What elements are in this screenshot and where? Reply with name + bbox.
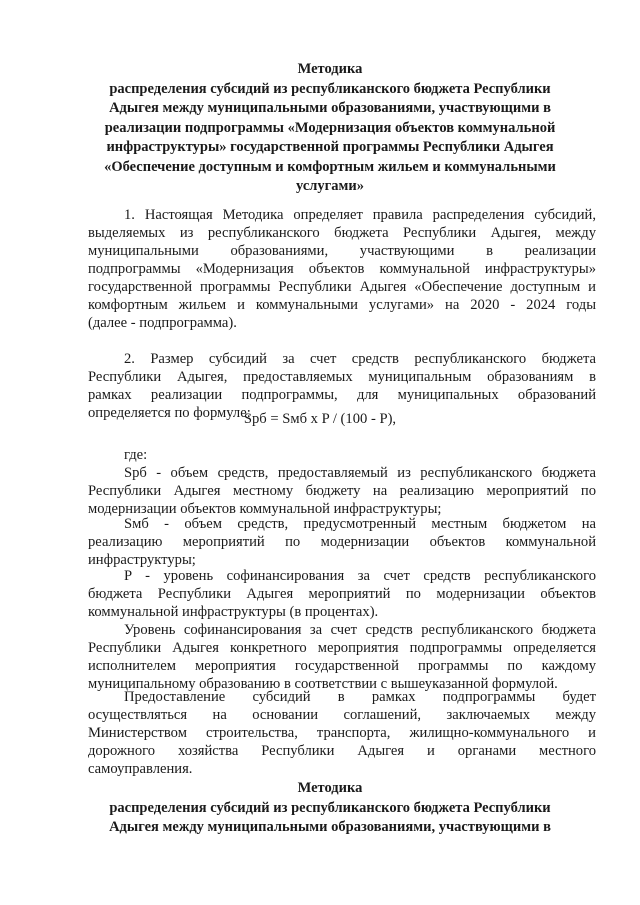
formula: Spб = Sмб x P / (100 - P), — [243, 411, 397, 427]
paragraph-line: Республики Адыгея местному бюджету на реализацию мероприятий по — [88, 483, 596, 499]
paragraph-line: где: — [124, 447, 148, 463]
paragraph-line: муниципальными образованиями, участвующими в реализации — [88, 243, 596, 259]
paragraph-line: комфортным жильем и коммунальными услугами» на 2020 - 2024 годы — [88, 297, 596, 313]
document-title — [80, 60, 580, 197]
paragraph-line: реализацию мероприятий по модернизации объектов коммунальной — [88, 534, 596, 550]
title-line: Адыгея между муниципальными образованиями, участвующими в — [109, 100, 551, 116]
paragraph-line: дорожного хозяйства Республики Адыгея и органами местного — [88, 743, 596, 759]
paragraph-line: Предоставление субсидий в рамках подпрограммы будет — [124, 689, 596, 705]
paragraph-line: Республики Адыгея, предоставляемых муниципальным образованиям в — [88, 369, 596, 385]
paragraph-line: осуществляться на основании соглашений, заключаемых между — [88, 707, 596, 723]
paragraph-line: (далее - подпрограмма). — [88, 315, 237, 331]
definition-p — [88, 567, 596, 621]
paragraph-1 — [88, 206, 596, 332]
paragraph-4 — [88, 688, 596, 778]
definition-spb — [88, 464, 596, 518]
paragraph-line: Уровень софинансирования за счет средств республиканского бюджета — [124, 622, 596, 638]
title-heading: Методика — [297, 61, 363, 77]
paragraph-line: Sмб - объем средств, предусмотренный местным бюджетом на — [124, 516, 596, 532]
paragraph-line: выделяемых из республиканского бюджета Республики Адыгея, между — [88, 225, 596, 241]
title-line: «Обеспечение доступным и комфортным жильем и коммунальными — [104, 158, 556, 175]
paragraph-line: определяется по формуле: — [88, 405, 251, 421]
paragraph-line: модернизации объектов коммунальной инфраструктуры; — [88, 501, 442, 517]
title-line: распределения субсидий из республиканского бюджета Республики — [109, 799, 551, 816]
title-line: услугами» — [296, 178, 364, 194]
definition-smb — [88, 515, 596, 569]
paragraph-line: P - уровень софинансирования за счет средств республиканского — [124, 568, 596, 584]
paragraph-line: муниципальному образованию в соответствии с вышеуказанной формулой. — [88, 676, 558, 692]
paragraph-line: государственной программы Республики Адыгея «Обеспечение доступным и — [88, 279, 596, 295]
paragraph-line: Spб - объем средств, предоставляемый из республиканского бюджета — [124, 465, 596, 481]
title-line: распределения субсидий из республиканского бюджета Республики — [109, 80, 551, 97]
paragraph-line: самоуправления. — [88, 761, 193, 777]
paragraph-line: коммунальной инфраструктуры (в процентах). — [88, 604, 379, 620]
paragraph-line: бюджета Республики Адыгея мероприятий по модернизации объектов — [88, 586, 596, 602]
paragraph-line: рамках реализации подпрограммы, для муниципальных образований — [88, 387, 596, 403]
paragraph-line: исполнителем мероприятия государственной программы по каждому — [88, 658, 596, 674]
where-label — [88, 446, 596, 464]
title-line: реализации подпрограммы «Модернизация объектов коммунальной — [104, 119, 556, 136]
title-line: инфраструктуры» государственной программы Республики Адыгея — [106, 139, 554, 155]
document-title-2 — [80, 779, 580, 838]
paragraph-line: Республики Адыгея конкретного мероприятия подпрограммы определяется — [88, 640, 596, 656]
paragraph-line: 1. Настоящая Методика определяет правила распределения субсидий, — [124, 207, 596, 223]
paragraph-line: Министерством строительства, транспорта, жилищно-коммунального и — [88, 725, 596, 741]
paragraph-line: инфраструктуры; — [88, 552, 196, 568]
title-heading: Методика — [297, 780, 363, 796]
paragraph-line: 2. Размер субсидий за счет средств республиканского бюджета — [124, 351, 596, 367]
paragraph-line: подпрограммы «Модернизация объектов коммунальной инфраструктуры» — [88, 261, 596, 277]
title-line: Адыгея между муниципальными образованиями, участвующими в — [109, 819, 551, 835]
paragraph-3 — [88, 621, 596, 693]
